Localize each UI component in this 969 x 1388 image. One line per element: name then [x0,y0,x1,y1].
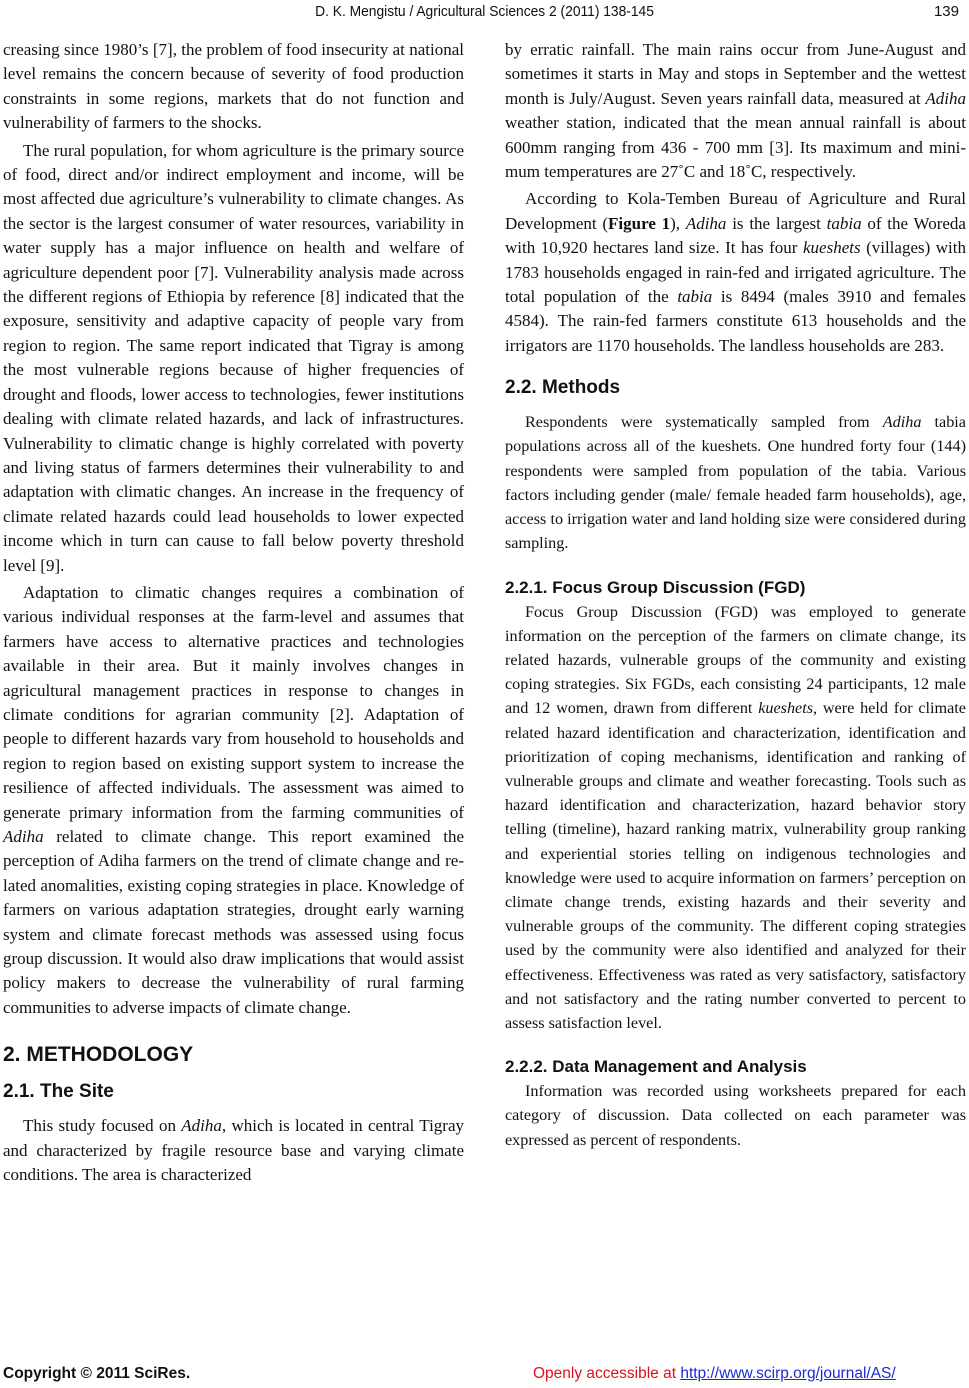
figure-reference: Figure 1 [608,213,671,233]
text-run: , were held for climate related hazard identification and characterization, identification and prioritization of coping mechanisms, identification and ranking of vulnerable groups and climate and weather forecasting. Tools such as hazard identification and characterization, hazard behavior story telling (timeline), hazard ranking matrix, vulnerability group ranking and experiential stories telling on indigenous technologies and knowledge were used to acquire information on farmers’ perception on climate change trends, existing hazards and their severity and vulnerable groups of the community. The different coping strategies used by the community were also identified and analyzed for their effectiveness. Effectiveness was rated as very satisfactory, satisfactory and not satisfactory and the rating number converted to percent to assess satisfaction level. [505,699,966,1032]
text-run: of the Woreda with 10,920 hectares land size. It has four [505,213,966,258]
paragraph [505,410,966,555]
italic-term: Adiha [3,827,44,846]
paragraph [505,187,966,358]
paragraph [3,38,464,136]
open-access-notice [533,1365,896,1383]
heading-2-2-1-focus-group-discussion-fgd: 2.2.1. Focus Group Discussion (FGD) [505,577,806,597]
text-run: is the largest [726,213,827,233]
text-run: , which is located in central Tigray and characterized by fragile resource base and varying climate conditions. The area is characterized [3,1116,464,1185]
paragraph [505,38,966,184]
text-run: This study focused on [23,1116,182,1136]
text-run: is 8494 (males 3910 and females 4584). The rain-fed farmers constitute 613 households and the irrigators are 1170 households. The landless households are 283. [505,287,966,355]
text-run: The rural population, for whom agriculture is the primary source of food, direct and/or indirect employment and income, will be most affected due agriculture’s vulnerability to climate changes. As the sector is the largest consumer of water resources, variability in water supply has a major influence on health and welfare of agriculture dependent poor [7]. Vulnerability analysis made across the different regions of Ethiopia by reference [8] indicated that the exposure, sensitivity and adaptive capacity of people vary from region to region. The same report indicated that Tigray is among the most vulnerable regions because of higher frequencies of drought and floods, lower access to technologies, fewer institutions dealing with climate related hazards, and lack of infrastructures. Vulnerability to climatic change is highly correlated with poverty and living status of farmers determines their vulnerability to and adaptation with climatic changes. An increase in the frequency of climate related hazards could lead households to lower expected income which in turn can cause to fall below poverty threshold level [9]. [3,140,464,575]
copyright-notice: Copyright © 2011 SciRes. [3,1365,191,1382]
journal-link[interactable]: http://www.scirp.org/journal/AS/ [680,1365,896,1382]
italic-term: tabia [677,287,713,307]
text-run: According to Kola-Temben Bureau of Agriculture and Rural Development ( [505,189,966,233]
right-column [505,38,966,1152]
text-run: weather station, indicated that the mean annual rainfall is about 600mm ranging from 436 - 700 mm [3]. Its maximum and minimum temperatures are 27˚C and 18˚C, respectively. [505,113,966,182]
heading-2-2-2-data-management-and-analysis: 2.2.2. Data Management and Analysis [505,1057,807,1077]
heading-2-methodology: 2. METHODOLOGY [3,1043,194,1067]
italic-term: Adiha [181,1116,222,1136]
paragraph [505,1079,966,1152]
italic-term: Adiha [882,413,922,432]
text-run: tabia populations across all of the kueshets. One hundred forty four (144) respondents were sampled from population of the tabia. Various factors including gender (male/ female headed farm households), age, access to irrigation water and land holding size were considered during sampling. [505,413,966,553]
paragraph [3,1114,464,1187]
heading-2-2-methods: 2.2. Methods [505,377,621,399]
paragraph [3,581,464,1020]
heading-2-1-the-site: 2.1. The Site [3,1081,114,1103]
italic-term: kueshets [802,238,861,258]
text-run: by erratic rainfall. The main rains occur from June-August and sometimes it starts in May and stops in September and the wettest month is July/August. Seven years rainfall data, measured at [505,40,966,108]
text-run: Adaptation to climatic changes requires a combination of various individual responses at the farm-level and assumes that farmers have access to alternative practices and technologies available in their area. But it mainly involves changes in agricultural management practices in response to changes in climate conditions for agrarian community [2]. Adaptation of people to different hazards vary from household to households and region to region based on existing support system to increase the resilience of affected individuals. The assessment was aimed to generate primary information from the farming communities of [3,582,464,822]
paragraph [505,600,966,1036]
running-title: D. K. Mengistu / Agricultural Sciences 2 (2011) 138-145 [315,3,654,20]
page-footer [0,1361,969,1388]
open-access-label: Openly accessible at [533,1365,681,1382]
text-run: creasing since 1980’s [7], the problem of food insecurity at national level remains the concern because of severity of food production constraints in some regions, markets that do not function and vulnerability of farmers to the shocks. [3,40,464,133]
italic-term: Adiha [925,88,966,108]
page-header [0,0,969,26]
italic-term: kueshets [758,699,814,718]
left-column [3,38,464,1187]
text-run: Information was recorded using worksheets prepared for each category of discussion. Data collected on each parameter was expressed as percent of respondents. [505,1082,966,1149]
italic-term: tabia [826,213,862,233]
page-number: 139 [933,3,959,20]
paragraph [3,139,464,578]
text-run: Focus Group Discussion (FGD) was employed to generate information on the perception of the farmers on climate change, its related hazards, vulnerable groups of the community and existing coping strategies. Six FGDs, each consisting 24 participants, 12 male and 12 women, drawn from different [505,602,966,718]
text-run: ), [670,213,686,233]
italic-term: Adiha [685,213,727,233]
text-run: related to climate change. This report examined the perception of Adiha farmers on the trend of climate change and related anomalities, existing coping strategies in place. Knowledge of farmers on various adaptation strategies, drought early warning system and climate forecast methods was assessed using focus group discussion. It would also draw implications that would assist policy makers to decrease the vulnerability of rural farming communities to adverse impacts of climate change. [3,827,464,1017]
text-run: (villages) with 1783 households engaged in rain-fed and irrigated agriculture. The total population of the [505,238,966,307]
text-run: Respondents were systematically sampled from [525,413,883,432]
